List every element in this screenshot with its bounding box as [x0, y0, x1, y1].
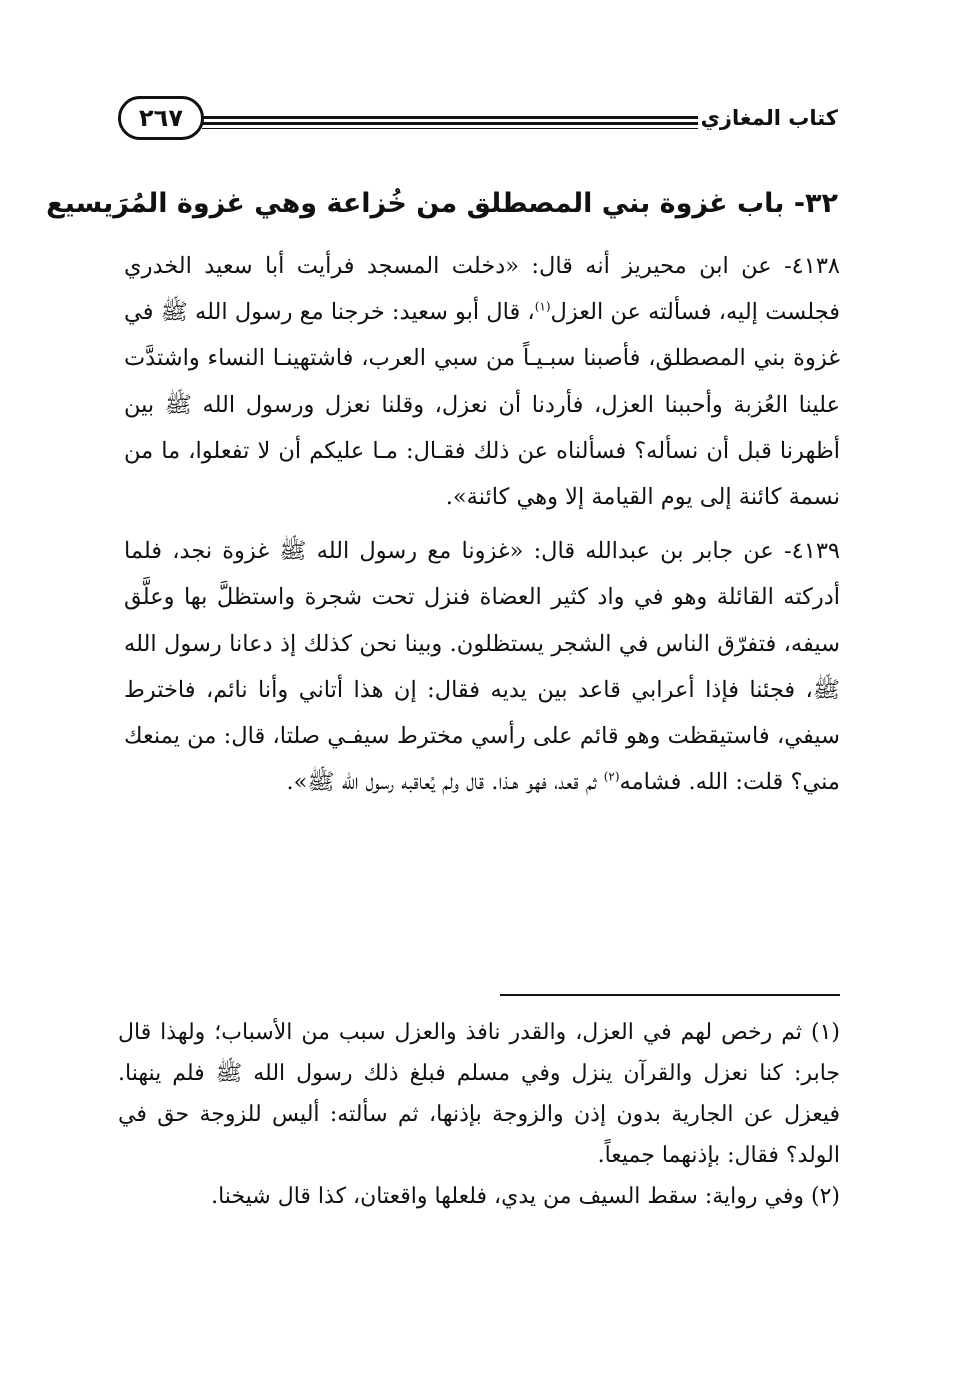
hadith-paragraph	[124, 528, 840, 805]
hadith-text: ثم قعد، فهو هـذا. قال ولم يُعاقبه رسول الله ﷺ».	[286, 769, 604, 796]
footnotes	[118, 1012, 840, 1217]
footnote	[118, 1012, 840, 1176]
footnote-text: ثم رخص لهم في العزل، والقدر نافذ والعزل سبب من الأسباب؛ ولهذا قال جابر: كنا نعزل والقرآن ينزل وفي مسلم فبلغ ذلك رسول الله ﷺ فلم ينهنا. فيعزل عن الجارية بدون إذن والزوجة بإذنها، ثم سألته: أليس للزوجة حق في الولد؟ فقال: بإذنهما جميعاً.	[118, 1020, 840, 1168]
hadith-number: ٤١٣٩-	[784, 538, 840, 565]
page-header	[118, 92, 838, 152]
hadith-text: ، قال أبو سعيد: خرجنا مع رسول الله ﷺ في غزوة بني المصطلق، فأصبنا سبـيـاً من سبي العرب، فاشتهينـا النساء واشتدَّت علينا العُزبة وأحببنا العزل، فأردنا أن نعزل، وقلنا نعزل ورسول الله ﷺ بين أظهرنا قبل أن نسأله؟ فسألناه عن ذلك فقـال: مـا عليكم أن لا تفعلوا، ما من نسمة كائنة إلى يوم القيامة إلا وهي كائنة».	[124, 299, 840, 511]
footnote-number: (١)	[810, 1020, 840, 1045]
footnote-number: (٢)	[810, 1184, 840, 1209]
hadith-text: عن جابر بن عبدالله قال: «غزونا مع رسول الله ﷺ غزوة نجد، فلما أدركته القائلة وهو في واد كثير العضاة فنزل تحت شجرة واستظلَّ بها وعلَّق سيفه، فتفرّق الناس في الشجر يستظلون. وبينا نحن كذلك إذ دعانا رسول الله ﷺ، فجئنا فإذا أعرابي قاعد بين يديه فقال: إن هذا أتاني وأنا نائم، فاخترط سيفي، فاستيقظت وهو قائم على رأسي مخترط سيفـي صلتا، قال: من يمنعك مني؟ قلت: الله. فشامه	[124, 538, 840, 796]
footnote-text: وفي رواية: سقط السيف من يدي، فلعلها واقعتان، كذا قال شيخنا.	[211, 1184, 804, 1209]
chapter-heading: ٣٢- باب غزوة بني المصطلق من خُزاعة وهي غزوة المُرَيسيع	[46, 188, 838, 219]
hadith-number: ٤١٣٨-	[784, 253, 841, 279]
header-rule-thin	[202, 128, 698, 129]
footnote-marker[interactable]: (١)	[534, 299, 551, 314]
header-rule	[202, 116, 698, 125]
hadith-text: عن ابن محيريز أنه قال: «دخلت المسجد فرأيت أبا سعيد الخدري فجلست إليه، فسألته عن العزل	[124, 253, 840, 326]
hadith-paragraph	[124, 243, 840, 520]
page-number: ٢٦٧	[118, 96, 204, 140]
footnote	[118, 1176, 840, 1217]
footnote-marker[interactable]: (٢)	[603, 769, 620, 784]
book-title: كتاب المغازي	[700, 106, 838, 130]
body-text	[124, 243, 840, 805]
footnote-separator	[500, 994, 840, 996]
